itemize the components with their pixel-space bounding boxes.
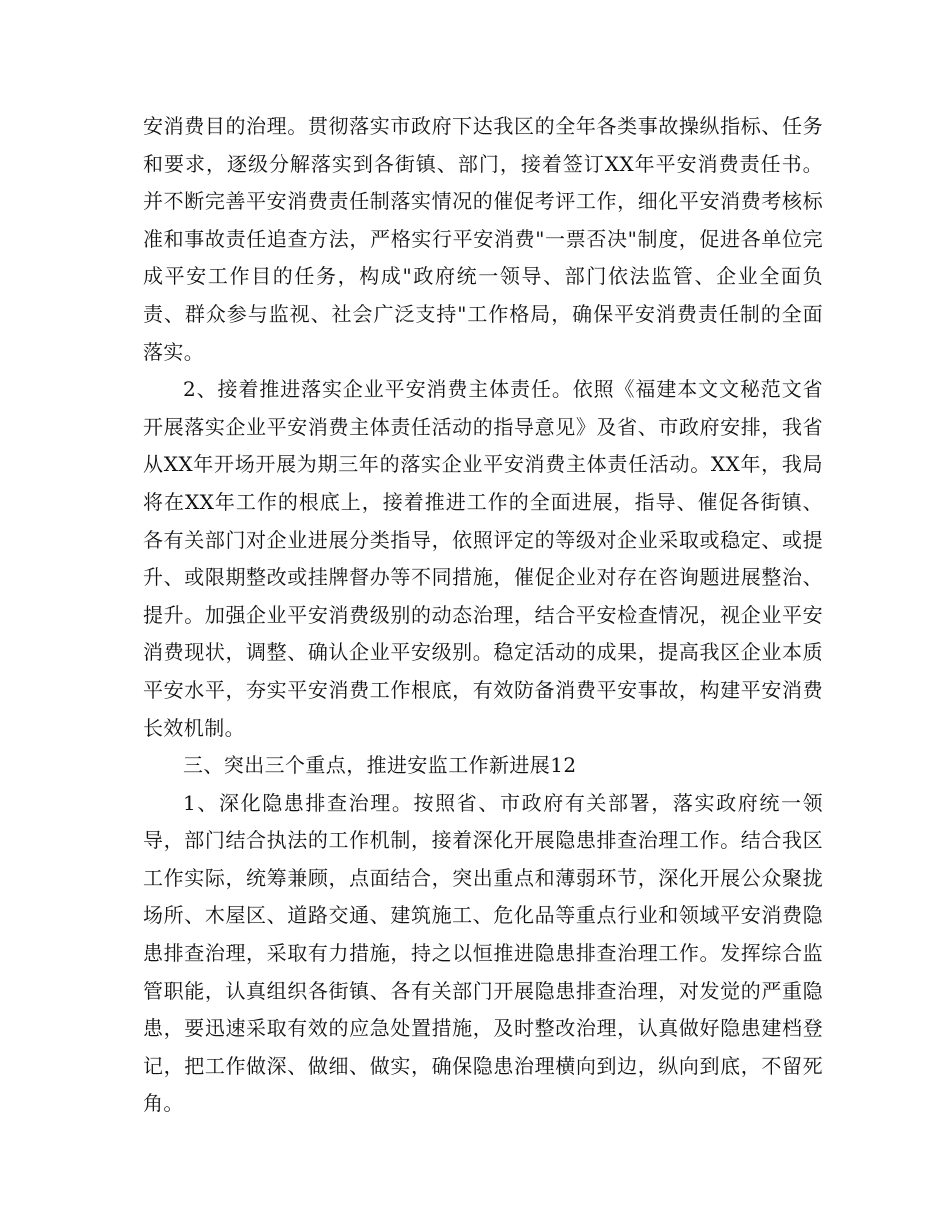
paragraph-hazard-investigation: 1、深化隐患排查治理。按照省、市政府有关部署，落实政府统一领导，部门结合执法的工作机制，接着深化开展隐患排查治理工作。结合我区工作实际，统筹兼顾，点面结合，突出重点和薄弱环节，深化开展公众聚拢场所、木屋区、道路交通、建筑施工、危化品等重点行业和领域平安消费隐患排查治理，采取有力措施，持之以恒推进隐患排查治理工作。发挥综合监管职能，认真组织各街镇、各有关部门开展隐患排查治理，对发觉的严重隐患，要迅速采取有效的应急处置措施，及时整改治理，认真做好隐患建档登记，把工作做深、做细、做实，确保隐患治理横向到边，纵向到底，不留死角。: [143, 790, 823, 1116]
paragraph-continuation: 安消费目的治理。贯彻落实市政府下达我区的全年各类事故操纵指标、任务和要求，逐级分解落实到各街镇、部门，接着签订XX年平安消费责任书。并不断完善平安消费责任制落实情况的催促考评工作，细化平安消费考核标准和事故责任追查方法，严格实行平安消费"一票否决"制度，促进各单位完成平安工作目的任务，构成"政府统一领导、部门依法监管、企业全面负责、群众参与监视、社会广泛支持"工作格局，确保平安消费责任制的全面落实。: [143, 114, 823, 364]
section-heading-three: 三、突出三个重点，推进安监工作新进展12: [183, 753, 577, 778]
document-body: [143, 108, 823, 1123]
paragraph-enterprise-responsibility: 2、接着推进落实企业平安消费主体责任。依照《福建本文文秘范文省开展落实企业平安消费主体责任活动的指导意见》及省、市政府安排，我省从XX年开场开展为期三年的落实企业平安消费主体责任活动。XX年，我局将在XX年工作的根底上，接着推进工作的全面进展，指导、催促各街镇、各有关部门对企业进展分类指导，依照评定的等级对企业采取或稳定、或提升、或限期整改或挂牌督办等不同措施，催促企业对存在咨询题进展整治、提升。加强企业平安消费级别的动态治理，结合平安检查情况，视企业平安消费现状，调整、确认企业平安级别。稳定活动的成果，提高我区企业本质平安水平，夯实平安消费工作根底，有效防备消费平安事故，构建平安消费长效机制。: [143, 377, 823, 740]
